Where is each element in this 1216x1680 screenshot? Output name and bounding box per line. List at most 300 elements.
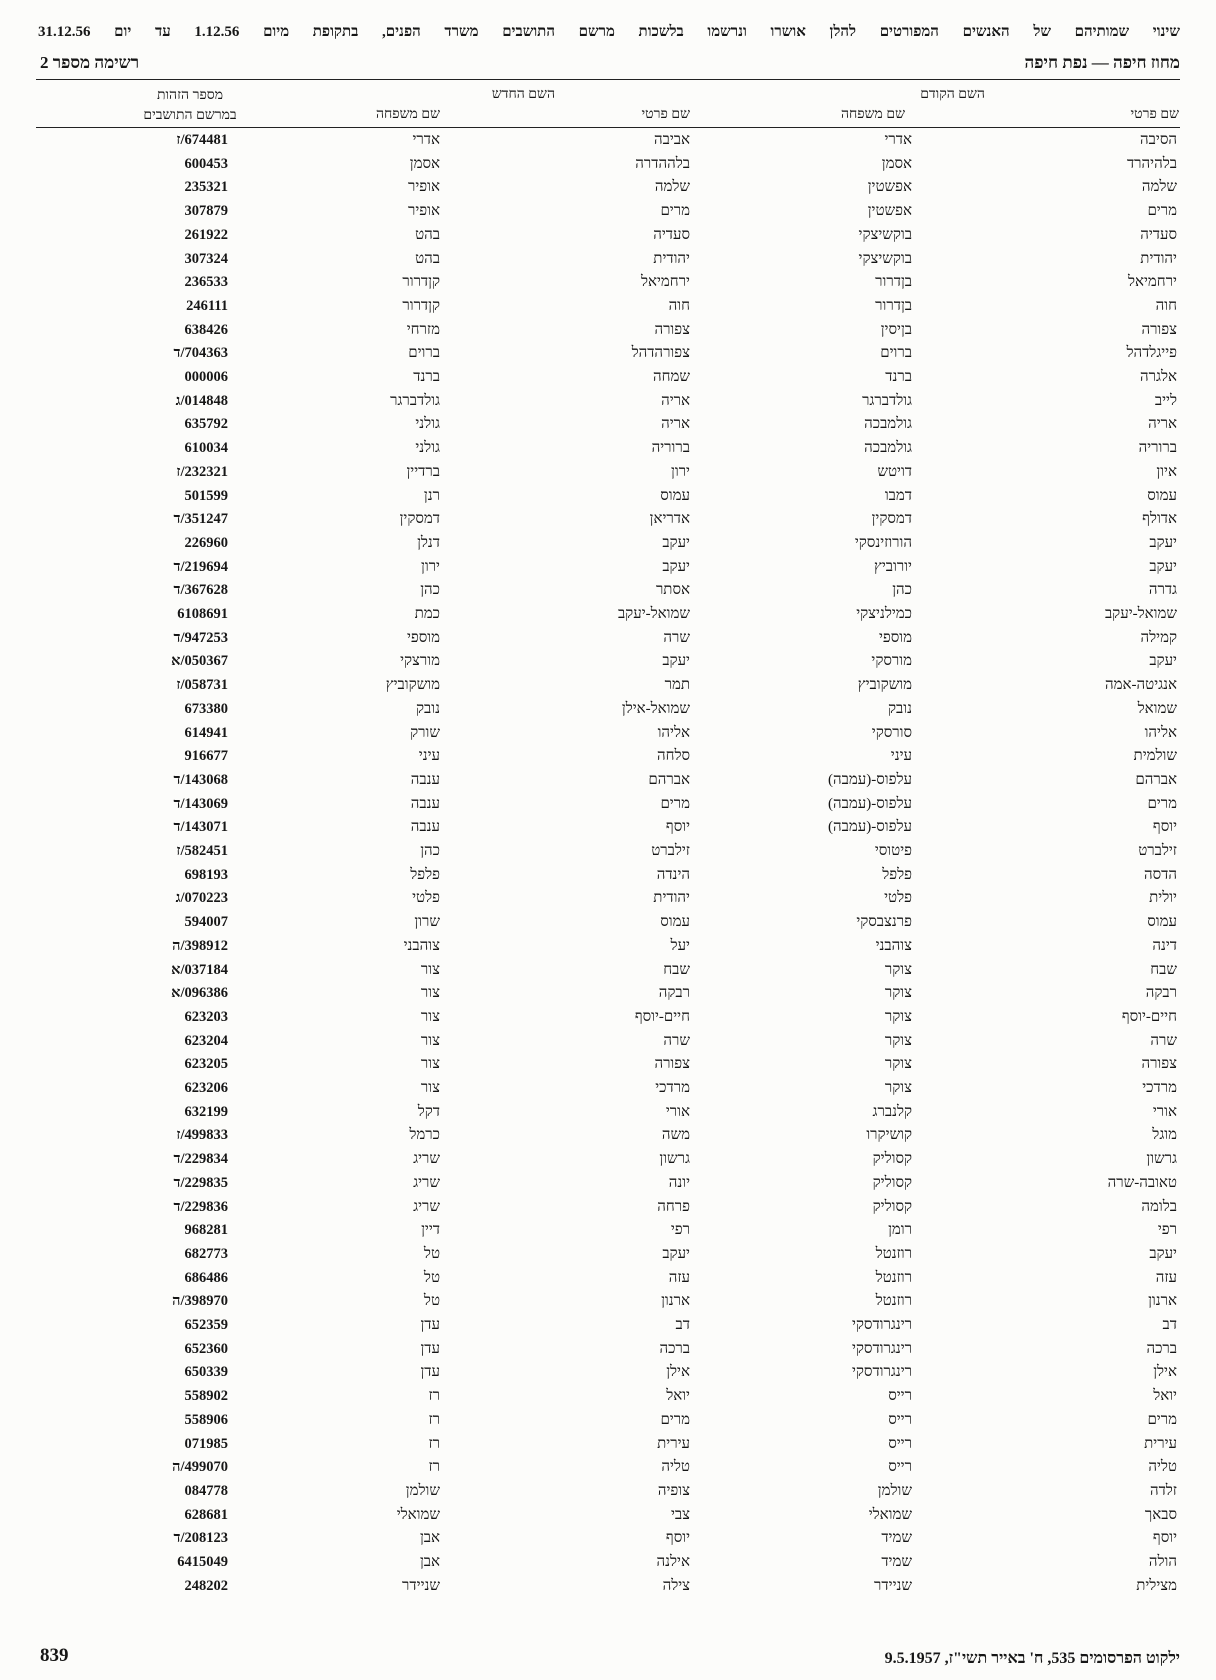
header-id-line1: מספר הזהות [156, 88, 224, 103]
old-first-name-cell: מרים [1147, 1411, 1177, 1428]
old-family-name-cell: פלטי [884, 890, 912, 907]
table-row [0, 959, 1216, 983]
old-first-name-cell: איון [1156, 463, 1177, 480]
id-number-cell: 632199 [184, 1103, 228, 1120]
table-row [0, 1504, 1216, 1528]
new-family-name-cell: דיין [421, 1222, 440, 1239]
header-old-first-name: שם פרטי [1130, 107, 1179, 122]
old-first-name-cell: רפי [1157, 1222, 1177, 1239]
table-row [0, 1361, 1216, 1385]
old-first-name-cell: פייגלדהל [1126, 345, 1177, 362]
old-family-name-cell: בוקשיצקי [858, 226, 912, 243]
new-first-name-cell: חוה [668, 297, 690, 314]
table-row [0, 295, 1216, 319]
new-family-name-cell: ענבה [410, 795, 440, 812]
new-first-name-cell: יעקב [662, 1245, 690, 1262]
new-family-name-cell: בהט [415, 250, 440, 267]
table-row [0, 1101, 1216, 1125]
old-family-name-cell: גולמבכה [864, 416, 912, 433]
table-row [0, 1148, 1216, 1172]
page-number: 839 [40, 1645, 69, 1666]
old-family-name-cell: מושקוביץ [857, 677, 912, 694]
new-first-name-cell: יוסף [665, 1530, 690, 1547]
table-row [0, 556, 1216, 580]
old-first-name-cell: יעקב [1149, 558, 1177, 575]
old-family-name-cell: רוזנטל [875, 1269, 912, 1286]
table-row [0, 390, 1216, 414]
new-first-name-cell: יהודית [653, 890, 690, 907]
id-number-cell: ז/674481 [176, 132, 228, 148]
old-first-name-cell: זלדה [1149, 1482, 1177, 1499]
old-first-name-cell: אריה [1148, 416, 1177, 433]
old-first-name-cell: אילן [1153, 1364, 1177, 1381]
old-first-name-cell: ברכה [1146, 1340, 1177, 1357]
new-family-name-cell: רז [428, 1459, 440, 1476]
new-family-name-cell: אבן [419, 1530, 440, 1547]
id-number-cell: 623203 [184, 1008, 228, 1025]
new-first-name-cell: תמר [664, 677, 690, 694]
table-row [0, 887, 1216, 911]
new-first-name-cell: אריה [661, 416, 690, 433]
old-first-name-cell: אליהו [1144, 724, 1177, 741]
id-number-cell: ה/398912 [172, 937, 228, 954]
header-previous-name: השם הקודם [920, 87, 985, 102]
id-number-cell: ד/351247 [173, 511, 228, 528]
old-family-name-cell: צוקר [884, 1056, 912, 1073]
table-row [0, 271, 1216, 295]
new-family-name-cell: עדן [420, 1317, 440, 1333]
table-row [0, 200, 1216, 224]
table-row [0, 1077, 1216, 1101]
id-number-cell: 558906 [184, 1411, 228, 1428]
old-first-name-cell: שלמה [1141, 179, 1177, 196]
old-family-name-cell: קסוליק [872, 1151, 912, 1168]
new-first-name-cell: יעקב [662, 653, 690, 670]
new-first-name-cell: שמואל-אילן [621, 700, 690, 717]
id-number-cell: 084778 [184, 1482, 228, 1499]
new-first-name-cell: צפורה [654, 1056, 690, 1073]
table-row [0, 1456, 1216, 1480]
new-first-name-cell: יואל [666, 1388, 690, 1405]
id-number-cell: 916677 [184, 748, 228, 765]
table-row [0, 698, 1216, 722]
new-first-name-cell: שמחה [652, 369, 690, 385]
old-family-name-cell: כהן [892, 582, 912, 599]
new-family-name-cell: צור [420, 1008, 440, 1025]
old-family-name-cell: עלפוס-(עמבה) [828, 795, 912, 812]
id-number-cell: 6108691 [177, 606, 228, 622]
new-family-name-cell: כמת [414, 606, 440, 622]
new-family-name-cell: שריג [413, 1151, 440, 1168]
new-first-name-cell: יהודית [653, 250, 690, 267]
old-first-name-cell: ארנון [1148, 1293, 1177, 1310]
id-number-cell: ה/398970 [172, 1293, 228, 1310]
table-row [0, 224, 1216, 248]
old-family-name-cell: רינגרודסקי [851, 1317, 912, 1333]
new-first-name-cell: אברהם [648, 771, 690, 788]
new-family-name-cell: צור [420, 1032, 440, 1049]
new-first-name-cell: עמוס [660, 487, 690, 504]
new-family-name-cell: רז [428, 1435, 440, 1452]
id-number-cell: א/096386 [171, 985, 228, 1002]
new-first-name-cell: שרה [663, 629, 690, 646]
id-number-cell: 6415049 [177, 1554, 228, 1570]
new-first-name-cell: יוסף [665, 819, 690, 836]
old-family-name-cell: עלפוס-(עמבה) [828, 819, 912, 836]
table-row [0, 674, 1216, 698]
new-family-name-cell: גולני [415, 440, 440, 457]
id-number-cell: ד/229834 [173, 1151, 228, 1168]
new-family-name-cell: דמסקין [399, 511, 440, 528]
id-number-cell: 623205 [184, 1056, 228, 1073]
new-family-name-cell: אבן [419, 1554, 440, 1570]
new-family-name-cell: מורצקי [400, 653, 440, 670]
new-family-name-cell: עיני [418, 748, 440, 765]
old-first-name-cell: גדרה [1148, 582, 1177, 599]
new-family-name-cell: ירון [421, 558, 440, 575]
old-family-name-cell: רוזנטל [875, 1293, 912, 1310]
new-first-name-cell: שבח [663, 961, 690, 978]
old-family-name-cell: עלפוס-(עמבה) [828, 771, 912, 788]
new-family-name-cell: דקל [417, 1103, 440, 1120]
table-row [0, 840, 1216, 864]
old-family-name-cell: בוקשיצקי [858, 250, 912, 267]
new-family-name-cell: צור [420, 985, 440, 1002]
id-number-cell: 628681 [184, 1506, 228, 1523]
new-family-name-cell: שורק [410, 724, 440, 741]
table-row [0, 935, 1216, 959]
new-first-name-cell: גרשון [659, 1151, 690, 1168]
old-first-name-cell: זילברט [1138, 843, 1177, 859]
old-family-name-cell: רייס [888, 1435, 912, 1452]
table-row [0, 248, 1216, 272]
id-number-cell: 686486 [184, 1269, 228, 1286]
old-first-name-cell: הדסה [1143, 866, 1177, 883]
old-first-name-cell: מרים [1147, 795, 1177, 812]
table-row [0, 1124, 1216, 1148]
new-first-name-cell: רפי [670, 1222, 690, 1239]
table-row [0, 603, 1216, 627]
id-number-cell: ד/143071 [173, 819, 228, 836]
old-family-name-cell: יורוביץ [874, 558, 912, 575]
new-family-name-cell: צור [420, 1080, 440, 1096]
new-family-name-cell: שריג [413, 1174, 440, 1191]
table-row [0, 650, 1216, 674]
id-number-cell: 638426 [184, 321, 228, 338]
new-family-name-cell: בהט [415, 226, 440, 243]
old-family-name-cell: גולדברגר [862, 392, 912, 409]
header-new-name: השם החדש [491, 87, 555, 102]
new-family-name-cell: אופיר [408, 179, 440, 196]
new-first-name-cell: אביבה [653, 132, 690, 148]
id-number-cell: 071985 [184, 1435, 228, 1452]
new-family-name-cell: ענבה [410, 819, 440, 836]
old-first-name-cell: חיים-יוסף [1121, 1008, 1177, 1025]
header-new-first-name: שם פרטי [641, 107, 690, 122]
id-number-cell: 246111 [186, 297, 228, 314]
old-family-name-cell: רוזנטל [875, 1245, 912, 1262]
new-first-name-cell: ברוריה [651, 440, 690, 457]
new-first-name-cell: יעקב [662, 534, 690, 551]
new-family-name-cell: עדן [420, 1364, 440, 1381]
old-family-name-cell: ברנד [885, 369, 912, 385]
header-id-line2: במרשם התושבים [143, 108, 237, 123]
district-title: מחוז חיפה — נפת חיפה [1024, 53, 1180, 72]
old-first-name-cell: מוגל [1152, 1127, 1177, 1144]
old-first-name-cell: גרשון [1146, 1151, 1177, 1168]
new-first-name-cell: צבי [670, 1506, 690, 1523]
old-family-name-cell: דויטש [877, 463, 912, 480]
table-row [0, 793, 1216, 817]
id-number-cell: 600453 [184, 155, 228, 172]
table-row [0, 769, 1216, 793]
new-first-name-cell: אריה [661, 392, 690, 409]
id-number-cell: ד/704363 [173, 345, 228, 362]
old-first-name-cell: ירחמיאל [1127, 274, 1177, 291]
table-row [0, 1196, 1216, 1220]
top-rule [36, 79, 1180, 80]
old-family-name-cell: אפשטין [867, 203, 912, 220]
table-row [0, 319, 1216, 343]
new-first-name-cell: צפורהדהל [631, 345, 690, 362]
id-number-cell: ג/070223 [175, 890, 228, 907]
new-family-name-cell: ברדיין [406, 463, 440, 480]
old-first-name-cell: עירית [1144, 1435, 1177, 1452]
new-first-name-cell: בלההדרה [635, 155, 690, 172]
table-row [0, 1480, 1216, 1504]
old-first-name-cell: יהודית [1140, 250, 1177, 267]
table-row [0, 1385, 1216, 1409]
id-number-cell: 261922 [184, 226, 228, 243]
table-row [0, 1527, 1216, 1551]
new-first-name-cell: יעל [670, 937, 690, 954]
id-number-cell: ד/208123 [173, 1530, 228, 1547]
table-row [0, 627, 1216, 651]
old-first-name-cell: טאובה-שרה [1107, 1174, 1177, 1191]
new-first-name-cell: אליהו [657, 724, 690, 741]
old-first-name-cell: הסיבה [1140, 132, 1177, 148]
old-family-name-cell: שמיד [881, 1554, 912, 1570]
notice-description: שינוי שמותיהם של האנשים המפורטים להלן אושרו ונרשמו בלשכות מרשם התושבים משרד הפנים, בתקופת מיום 1.12.56 עד יום 31.12.56 [38, 24, 1180, 40]
id-number-cell: 635792 [184, 416, 228, 433]
id-number-cell: ה/499070 [172, 1459, 228, 1476]
table-row [0, 1290, 1216, 1314]
new-family-name-cell: ברנד [413, 369, 440, 385]
table-row [0, 342, 1216, 366]
table-row [0, 816, 1216, 840]
new-first-name-cell: אילן [666, 1364, 690, 1381]
old-family-name-cell: פרנצבסקי [856, 914, 912, 931]
id-number-cell: ד/219694 [173, 558, 228, 575]
new-first-name-cell: יעקב [662, 558, 690, 575]
old-first-name-cell: דב [1162, 1317, 1177, 1333]
old-family-name-cell: קסוליק [872, 1174, 912, 1191]
new-first-name-cell: מרדכי [655, 1080, 690, 1096]
old-first-name-cell: אנגיטה-אמה [1105, 677, 1177, 694]
new-first-name-cell: צפורה [654, 321, 690, 338]
old-first-name-cell: יעקב [1149, 653, 1177, 670]
id-number-cell: 501599 [184, 487, 228, 504]
old-family-name-cell: שמיד [881, 1530, 912, 1547]
old-family-name-cell: שמואלי [868, 1506, 912, 1523]
id-number-cell: 558902 [184, 1388, 228, 1405]
table-row [0, 1575, 1216, 1599]
old-family-name-cell: רייס [888, 1459, 912, 1476]
table-row [0, 1314, 1216, 1338]
new-first-name-cell: עירית [657, 1435, 690, 1452]
new-family-name-cell: טל [423, 1293, 440, 1310]
new-first-name-cell: שרה [663, 1032, 690, 1049]
table-row [0, 413, 1216, 437]
new-family-name-cell: נובק [416, 700, 440, 717]
new-family-name-cell: אופיר [408, 203, 440, 220]
id-number-cell: ד/143068 [173, 771, 228, 788]
old-first-name-cell: בלהיהרד [1126, 155, 1177, 172]
table-row [0, 1219, 1216, 1243]
old-family-name-cell: סורסקי [871, 724, 912, 741]
new-family-name-cell: צור [420, 961, 440, 978]
old-first-name-cell: צפורה [1141, 321, 1177, 338]
new-family-name-cell: גולני [415, 416, 440, 433]
table-row [0, 1433, 1216, 1457]
old-family-name-cell: דמסקין [871, 511, 912, 528]
new-first-name-cell: הינדה [656, 866, 690, 883]
new-first-name-cell: צופיה [657, 1482, 690, 1499]
id-number-cell: ד/367628 [173, 582, 228, 599]
new-family-name-cell: מזרחי [406, 321, 440, 338]
old-first-name-cell: שמואל [1137, 700, 1177, 717]
old-first-name-cell: אברהם [1135, 771, 1177, 788]
id-number-cell: ז/232321 [176, 463, 228, 480]
old-first-name-cell: יוסף [1152, 819, 1177, 836]
old-family-name-cell: בןדרור [875, 274, 912, 291]
publication-line: ילקוט הפרסומים 535, ח' באייר תשי"ז, 9.5.1957 [884, 1650, 1180, 1667]
table-row [0, 437, 1216, 461]
old-family-name-cell: רומן [888, 1222, 912, 1239]
id-number-cell: 650339 [184, 1364, 228, 1381]
new-first-name-cell: שמואל-יעקב [617, 606, 690, 622]
new-first-name-cell: מרים [660, 203, 690, 220]
old-family-name-cell: רינגרודסקי [851, 1340, 912, 1357]
list-number: רשימה מספר 2 [40, 53, 140, 72]
id-number-cell: 248202 [184, 1577, 228, 1594]
id-number-cell: 682773 [184, 1245, 228, 1262]
id-number-cell: 673380 [184, 700, 228, 717]
old-first-name-cell: בלומה [1141, 1198, 1177, 1215]
new-family-name-cell: שמואלי [396, 1506, 440, 1523]
new-family-name-cell: שריג [413, 1198, 440, 1215]
old-first-name-cell: לייב [1154, 392, 1177, 409]
old-first-name-cell: יולית [1149, 890, 1177, 907]
new-first-name-cell: צילה [662, 1577, 690, 1594]
new-first-name-cell: אילנה [656, 1554, 690, 1570]
old-family-name-cell: קושיקרו [866, 1127, 912, 1144]
header-old-family-name: שם משפחה [840, 107, 905, 122]
new-family-name-cell: אסמן [409, 155, 440, 172]
old-first-name-cell: טליה [1148, 1459, 1177, 1476]
id-number-cell: 000006 [184, 369, 228, 385]
old-first-name-cell: מצילית [1136, 1577, 1177, 1594]
new-first-name-cell: טליה [661, 1459, 690, 1476]
new-first-name-cell: רבקה [658, 985, 690, 1002]
new-family-name-cell: פלטי [412, 890, 440, 907]
old-first-name-cell: מרים [1147, 203, 1177, 220]
new-family-name-cell: רנן [423, 487, 440, 504]
old-family-name-cell: שניידר [874, 1577, 912, 1594]
new-first-name-cell: ברכה [659, 1340, 690, 1357]
old-family-name-cell: פלפל [882, 866, 912, 883]
old-first-name-cell: אורי [1152, 1103, 1177, 1120]
new-family-name-cell: כהן [420, 843, 440, 859]
table-row [0, 982, 1216, 1006]
id-number-cell: 226960 [184, 534, 228, 551]
id-number-cell: ד/947253 [173, 629, 228, 646]
old-first-name-cell: צפורה [1141, 1056, 1177, 1073]
new-family-name-cell: כהן [420, 582, 440, 599]
new-family-name-cell: צור [420, 1056, 440, 1073]
id-number-cell: 307879 [184, 203, 228, 220]
new-first-name-cell: אדריאן [649, 511, 690, 528]
new-first-name-cell: מרים [660, 1411, 690, 1428]
id-number-cell: 610034 [184, 440, 228, 457]
id-number-cell: א/050367 [171, 653, 228, 670]
id-number-cell: א/037184 [171, 961, 228, 978]
old-family-name-cell: אפשטין [867, 179, 912, 196]
id-number-cell: 698193 [184, 866, 228, 883]
old-family-name-cell: נובק [888, 700, 912, 717]
new-first-name-cell: סלחה [656, 748, 690, 765]
table-row [0, 1267, 1216, 1291]
id-number-cell: ד/229836 [173, 1198, 228, 1215]
new-first-name-cell: מרים [660, 795, 690, 812]
old-first-name-cell: שמואל-יעקב [1104, 606, 1177, 622]
new-family-name-cell: רז [428, 1388, 440, 1405]
old-family-name-cell: דמבו [884, 487, 912, 504]
new-family-name-cell: מוספי [406, 629, 440, 646]
old-family-name-cell: ברוים [880, 345, 912, 362]
new-first-name-cell: יונה [668, 1174, 690, 1191]
new-family-name-cell: רז [428, 1411, 440, 1428]
table-row [0, 722, 1216, 746]
table-row [0, 1551, 1216, 1575]
new-family-name-cell: מושקוביץ [385, 677, 440, 694]
new-family-name-cell: אדרי [412, 132, 440, 148]
id-number-cell: 614941 [184, 724, 228, 741]
old-family-name-cell: צוהבני [875, 937, 912, 954]
id-number-cell: 307324 [184, 250, 228, 267]
new-first-name-cell: סעדיה [653, 226, 690, 243]
old-first-name-cell: עמוס [1147, 914, 1177, 931]
table-row [0, 1338, 1216, 1362]
table-row [0, 745, 1216, 769]
id-number-cell: 623204 [184, 1032, 228, 1049]
new-family-name-cell: טל [423, 1269, 440, 1286]
new-first-name-cell: עזה [668, 1269, 690, 1286]
new-first-name-cell: ארנון [661, 1293, 690, 1310]
table-row [0, 176, 1216, 200]
new-first-name-cell: חיים-יוסף [634, 1008, 690, 1025]
new-first-name-cell: שלמה [654, 179, 690, 196]
new-first-name-cell: אורי [665, 1103, 690, 1120]
old-first-name-cell: אדולף [1142, 511, 1177, 528]
old-first-name-cell: מרדכי [1142, 1080, 1177, 1096]
new-first-name-cell: ירחמיאל [640, 274, 690, 291]
id-number-cell: 968281 [184, 1222, 228, 1239]
table-row [0, 461, 1216, 485]
id-number-cell: 594007 [184, 914, 228, 931]
old-family-name-cell: צוקר [884, 985, 912, 1002]
header-new-family-name: שם משפחה [375, 107, 440, 122]
